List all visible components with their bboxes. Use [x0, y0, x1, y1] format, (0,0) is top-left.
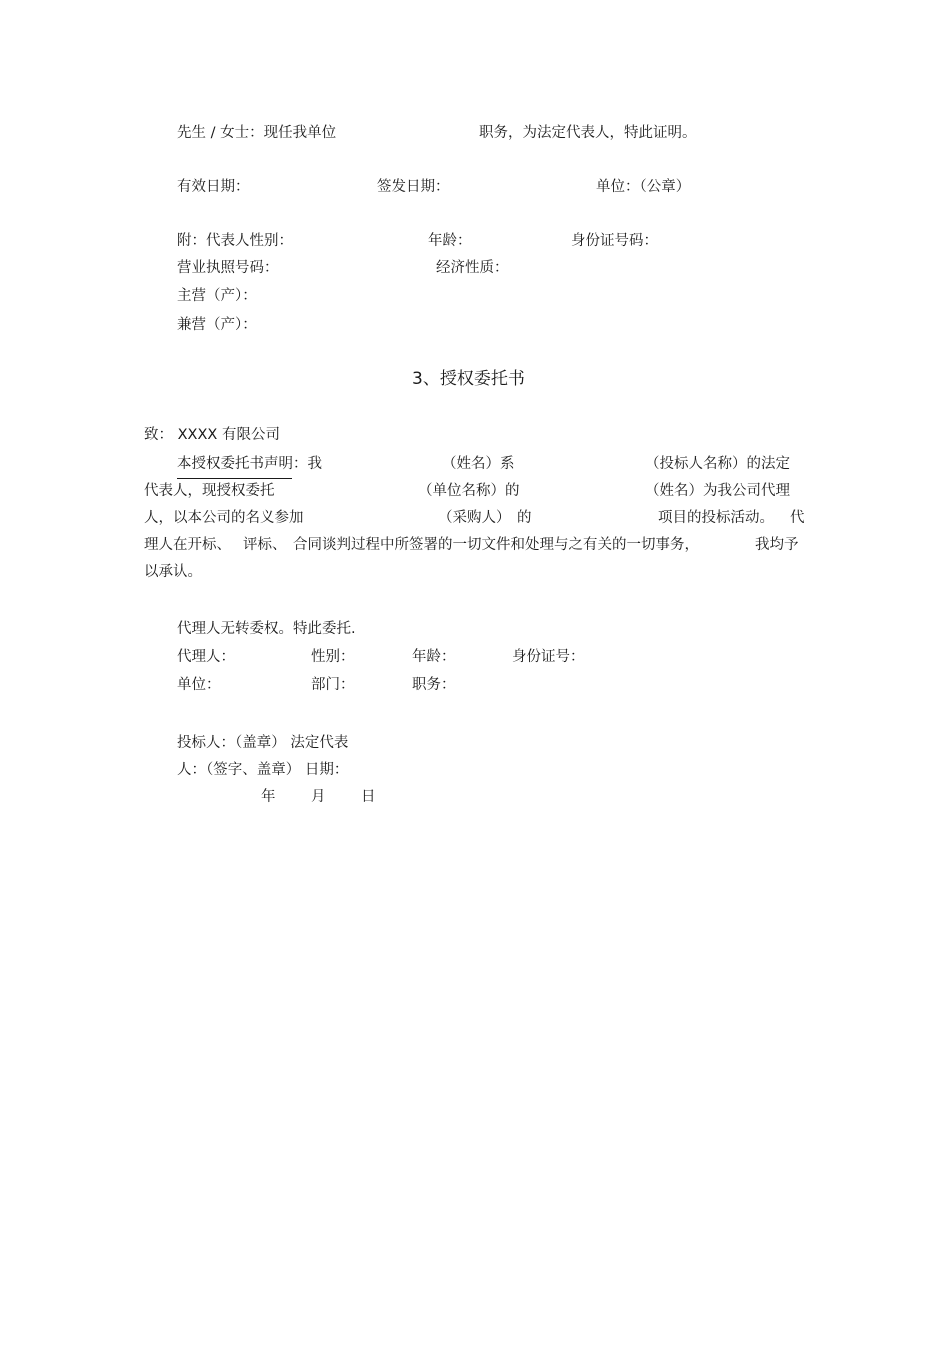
- date-day: 日: [361, 789, 376, 805]
- para4-c: 合同谈判过程中所签署的一切文件和处理与之有关的一切事务，: [293, 537, 699, 553]
- license-no-label: 营业执照号码：: [177, 260, 279, 276]
- bidder-seal-line: 投标人：（盖章） 法定代表: [177, 735, 349, 751]
- para1-a: 本授权委托书声明：我: [177, 456, 322, 472]
- para1-c: （投标人名称）的法定: [645, 456, 790, 472]
- para3-a: 人，以本公司的名义参加: [144, 510, 304, 526]
- para5: 以承认。: [144, 564, 202, 580]
- rep-age-label: 年龄：: [428, 233, 472, 249]
- addressee: 致： XXXX 有限公司: [144, 427, 280, 443]
- agent-position-label: 职务：: [412, 677, 456, 693]
- date-month: 月: [311, 789, 326, 805]
- para3-e: 代: [790, 510, 805, 526]
- issue-date-label: 签发日期：: [377, 179, 450, 195]
- main-business-label: 主营（产）：: [177, 288, 257, 304]
- agent-age-label: 年龄：: [412, 649, 456, 665]
- para2-a: 代表人，现授权委托: [144, 483, 275, 499]
- cert-line1-b: 职务，为法定代表人，特此证明。: [479, 125, 697, 141]
- rep-sign-line: 人：（签字、盖章） 日期：: [177, 762, 349, 778]
- unit-seal-label: 单位：（公章）: [596, 179, 691, 195]
- para1-b: （姓名）系: [442, 456, 515, 472]
- agent-id-label: 身份证号：: [512, 649, 585, 665]
- para2-b: （单位名称）的: [418, 483, 520, 499]
- date-year: 年: [261, 789, 276, 805]
- agent-unit-label: 单位：: [177, 677, 221, 693]
- para2-c: （姓名）为我公司代理: [645, 483, 790, 499]
- section-title: 3、授权委托书: [412, 369, 525, 389]
- para4-b: 评标、: [243, 537, 287, 553]
- econ-nature-label: 经济性质：: [436, 260, 509, 276]
- agent-dept-label: 部门：: [311, 677, 355, 693]
- para3-d: 项目的投标活动。: [658, 510, 774, 526]
- para3-b: （采购人）: [438, 510, 511, 526]
- para3-c: 的: [517, 510, 532, 526]
- para4-d: 我均予: [755, 537, 799, 553]
- side-business-label: 兼营（产）：: [177, 317, 257, 333]
- rep-gender-label: 附：代表人性别：: [177, 233, 293, 249]
- agent-gender-label: 性别：: [311, 649, 355, 665]
- underline-decoration: [177, 478, 292, 479]
- para4-a: 理人在开标、: [144, 537, 231, 553]
- no-transfer-statement: 代理人无转委权。特此委托.: [177, 621, 356, 637]
- rep-id-label: 身份证号码：: [571, 233, 658, 249]
- valid-date-label: 有效日期：: [177, 179, 250, 195]
- cert-line1-a: 先生 / 女士：现任我单位: [177, 125, 337, 141]
- agent-label: 代理人：: [177, 649, 235, 665]
